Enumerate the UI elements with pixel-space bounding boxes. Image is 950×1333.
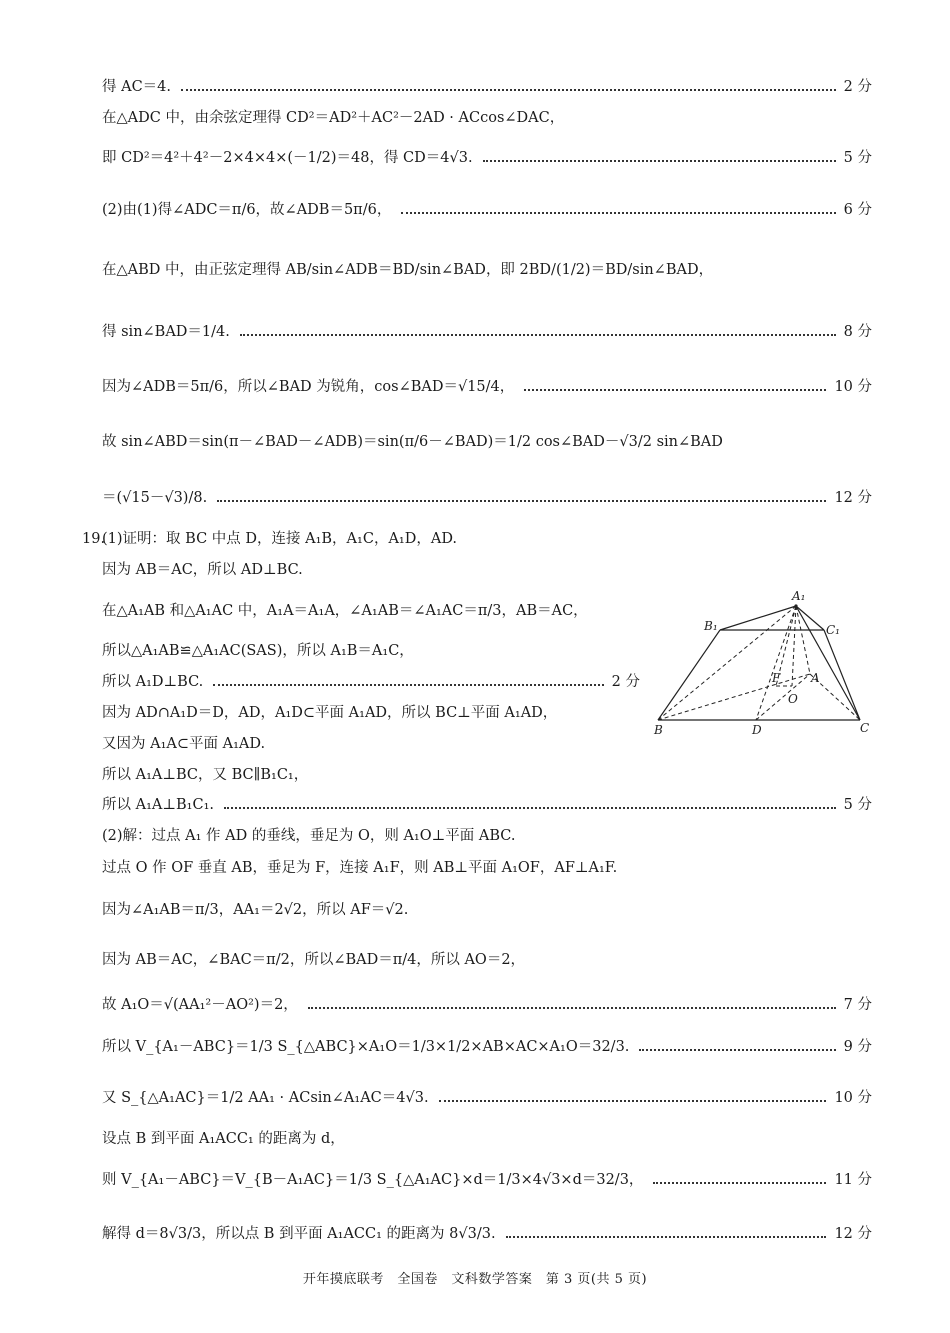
score: 11 分: [834, 1172, 872, 1188]
line-text: 得 AC＝4.: [102, 79, 172, 95]
line-text: ＝(√15－√3)/8.: [102, 490, 208, 506]
answer-line: 故 sin∠ABD＝sin(π－∠BAD－∠ADB)＝sin(π/6－∠BAD)＝1/2 cos∠BAD－√3/2 sin∠BAD: [102, 434, 723, 450]
answer-line: [102, 1223, 872, 1245]
answer-line: [102, 487, 872, 509]
answer-line: 因为 AB＝AC，所以 AD⊥BC.: [102, 562, 303, 578]
leader-dots: [240, 334, 836, 336]
score: 2 分: [843, 79, 872, 95]
score: 5 分: [843, 797, 872, 813]
answer-line: [102, 321, 872, 343]
label-d: D: [752, 723, 762, 737]
answer-line: [102, 671, 640, 693]
label-f: F: [772, 671, 781, 685]
line-text: 故 A₁O＝√(AA₁²－AO²)＝2，: [102, 997, 298, 1013]
answer-line: 设点 B 到平面 A₁ACC₁ 的距离为 d，: [102, 1131, 345, 1147]
edge-cc1: [824, 630, 860, 720]
score: 6 分: [843, 202, 872, 218]
leader-dots: [181, 89, 836, 91]
answer-line: 又因为 A₁A⊂平面 A₁AD.: [102, 736, 266, 752]
score: 10 分: [834, 379, 872, 395]
prism-figure: [648, 590, 880, 740]
line-text: 即 CD²＝4²＋4²－2×4×4×(－1/2)＝48，得 CD＝4√3.: [102, 150, 473, 166]
score: 9 分: [843, 1039, 872, 1055]
answer-line: [102, 1036, 872, 1058]
answer-line: (2)解：过点 A₁ 作 AD 的垂线，垂足为 O，则 A₁O⊥平面 ABC.: [102, 828, 516, 844]
answer-line: [102, 199, 872, 221]
leader-dots: [439, 1100, 827, 1102]
score: 2 分: [611, 674, 640, 690]
answer-line: 因为 AB＝AC，∠BAC＝π/2，所以∠BAD＝π/4，所以 AO＝2，: [102, 952, 526, 968]
answer-line: [102, 147, 872, 169]
line-text: 解得 d＝8√3/3，所以点 B 到平面 A₁ACC₁ 的距离为 8√3/3.: [102, 1226, 496, 1242]
leader-dots: [213, 684, 603, 686]
label-a: A: [811, 671, 820, 685]
answer-line: [102, 994, 872, 1016]
answer-line: [102, 376, 872, 398]
leader-dots: [506, 1236, 827, 1238]
vertex-a1-dot: [794, 604, 797, 607]
edge-bb1: [658, 630, 720, 720]
answer-line: 因为∠A₁AB＝π/3，AA₁＝2√2，所以 AF＝√2.: [102, 902, 409, 918]
leader-dots: [308, 1007, 836, 1009]
line-text: 得 sin∠BAD＝1/4.: [102, 324, 230, 340]
label-b1: B₁: [704, 619, 718, 633]
answer-line: [102, 76, 872, 98]
score: 7 分: [843, 997, 872, 1013]
answer-line: 在△ADC 中，由余弦定理得 CD²＝AD²＋AC²－2AD · ACcos∠DAC，: [102, 110, 565, 126]
score: 12 分: [834, 1226, 872, 1242]
leader-dots: [224, 807, 836, 809]
label-a1: A₁: [792, 590, 806, 603]
answer-line: 因为 AD∩A₁D＝D，AD，A₁D⊂平面 A₁AD，所以 BC⊥平面 A₁AD，: [102, 705, 558, 721]
edge-b1a1: [720, 606, 796, 630]
line-text: 所以 A₁A⊥B₁C₁.: [102, 797, 214, 813]
score: 12 分: [834, 490, 872, 506]
page-footer: 开年摸底联考 全国卷 文科数学答案 第 3 页(共 5 页): [302, 1272, 648, 1287]
answer-line: [102, 1087, 872, 1109]
answer-line: [102, 794, 872, 816]
leader-dots: [653, 1182, 826, 1184]
score: 5 分: [843, 150, 872, 166]
answer-line: [102, 1169, 872, 1191]
score: 10 分: [834, 1090, 872, 1106]
leader-dots: [483, 160, 836, 162]
leader-dots: [524, 389, 826, 391]
leader-dots: [217, 500, 826, 502]
label-o: O: [788, 692, 798, 706]
line-text: 则 V_{A₁－ABC}＝V_{B－A₁AC}＝1/3 S_{△A₁AC}×d＝1/3×4√3×d＝32/3，: [102, 1172, 644, 1188]
question-number: 19.: [82, 531, 106, 547]
answer-line: 在△ABD 中，由正弦定理得 AB/sin∠ADB＝BD/sin∠BAD，即 2BD/(1/2)＝BD/sin∠BAD，: [102, 262, 714, 278]
answer-line: (1)证明：取 BC 中点 D，连接 A₁B，A₁C，A₁D，AD.: [102, 531, 458, 547]
label-b: B: [654, 723, 663, 737]
label-c: C: [860, 721, 870, 735]
answer-line: 在△A₁AB 和△A₁AC 中，A₁A＝A₁A，∠A₁AB＝∠A₁AC＝π/3，AB＝AC，: [102, 603, 588, 619]
score: 8 分: [843, 324, 872, 340]
line-text: 所以 V_{A₁－ABC}＝1/3 S_{△ABC}×A₁O＝1/3×1/2×AB×AC×A₁O＝32/3.: [102, 1039, 630, 1055]
line-text: 所以 A₁D⊥BC.: [102, 674, 204, 690]
leader-dots: [401, 212, 835, 214]
edge-a1c1: [796, 606, 824, 630]
leader-dots: [639, 1049, 835, 1051]
line-text: 因为∠ADB＝5π/6，所以∠BAD 为锐角，cos∠BAD＝√15/4，: [102, 379, 515, 395]
label-c1: C₁: [826, 623, 840, 637]
line-text: 又 S_{△A₁AC}＝1/2 AA₁ · ACsin∠A₁AC＝4√3.: [102, 1090, 429, 1106]
answer-line: 所以 A₁A⊥BC，又 BC∥B₁C₁，: [102, 767, 309, 783]
answer-line: 过点 O 作 OF 垂直 AB，垂足为 F，连接 A₁F，则 AB⊥平面 A₁OF，AF⊥A₁F.: [102, 860, 618, 876]
answer-line: 所以△A₁AB≌△A₁AC(SAS)，所以 A₁B＝A₁C，: [102, 643, 414, 659]
line-text: (2)由(1)得∠ADC＝π/6，故∠ADB＝5π/6，: [102, 202, 392, 218]
